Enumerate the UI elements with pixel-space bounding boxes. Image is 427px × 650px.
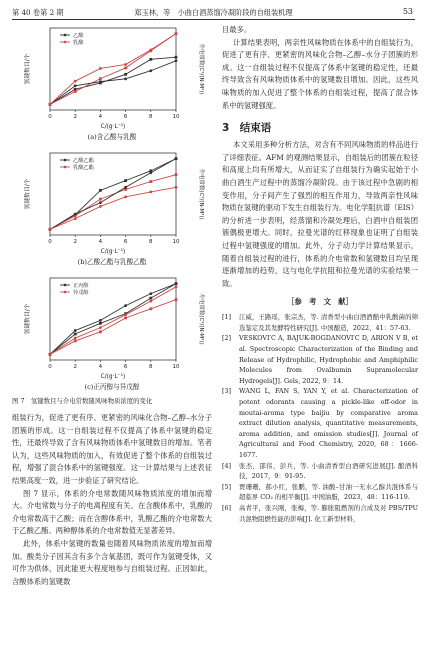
reference-item [222, 312, 418, 333]
x-tick-label: 4 [98, 114, 103, 120]
data-point [74, 80, 77, 83]
left-column [12, 22, 212, 588]
header-rule [12, 19, 415, 20]
legend-label: 乙酸乙酯 [73, 158, 94, 164]
series-line [50, 284, 176, 355]
reference-number: [5] [222, 482, 232, 491]
right-paragraph-2: 本文采用多种分析方法，对含有不同风味物质的样品进行了详细表征。AFM 的观测结果显示，自组装后的团簇在粒径和高度上均有所增大，从而证实了自组装行为确实起始于小曲白酒生产过程中的蒸馏冷凝阶段。由于该过程中急剧的相变作用，分子间产生了强烈的相互作用力，导致两亲性风味物质在氢键的驱动下发生自组装行为。电化学阻抗谱（EIS）的分析进一步表明，经蒸馏和冷凝处理后，白酒中自组装团簇偶极更增大。同时，拉曼光谱的红移现象也证明了自组装过程中氢键强度的增加。此外，分子动力学计算结果显示，随着自组装过程的进行，体系的介电常数和氢键数目均呈现逐渐增加的趋势，这与电化学抗阻和拉曼光谱的实验结果一致。 [222, 140, 418, 288]
x-axis-label: C/(g·L⁻¹) [100, 374, 126, 380]
x-tick-label: 0 [48, 239, 52, 245]
chart-c-wrap [20, 272, 212, 380]
data-point [74, 329, 77, 332]
y-axis-left-label: 氢键数目/个 [25, 53, 31, 85]
data-point [99, 67, 102, 70]
series-line [50, 300, 176, 355]
series-line [50, 34, 176, 105]
data-point [149, 69, 152, 72]
data-point [175, 59, 178, 62]
data-point [175, 282, 178, 285]
x-tick-label: 10 [172, 364, 180, 370]
legend-marker [64, 284, 66, 286]
reference-number: [6] [222, 503, 232, 512]
x-tick-label: 4 [98, 364, 103, 370]
chart-c [20, 272, 210, 380]
reference-item [222, 386, 418, 460]
subcaption-c: (c)正丙醇与异戊醇 [84, 383, 140, 391]
x-tick-label: 8 [149, 239, 153, 245]
data-point [74, 217, 77, 220]
references-title: ［参 考 文 献］ [287, 297, 353, 307]
data-point [149, 180, 152, 183]
data-point [149, 292, 152, 295]
x-tick-label: 10 [172, 239, 180, 245]
running-header [12, 6, 415, 20]
data-point [74, 84, 77, 87]
x-tick-label: 6 [123, 239, 128, 245]
data-point [124, 179, 127, 182]
x-tick-label: 2 [73, 114, 77, 120]
chart-a-wrap [20, 22, 212, 130]
data-point [124, 313, 127, 316]
right-paragraph-0: 目最多。 [222, 25, 252, 34]
data-point [124, 77, 127, 80]
legend-marker [64, 34, 66, 36]
chart-b [20, 147, 210, 255]
reference-number: [1] [222, 313, 232, 322]
legend-marker [64, 41, 66, 43]
page-number: 53 [402, 7, 413, 16]
left-paragraph-1: 组装行为，促进了更有序、更紧密的风味化合物–乙醇–水分子团簇的形成。这一自组装过程不仅提高了体系中氢键的稳定性，还最终导致了含有风味物质体系中氢键数目的增加。笔者认为，这些风味物质的加入，有效促进了整个体系的自组装过程，增强了混合体系中的氢键强度。这一计算结果与上述表征结果高度一致，进一步验证了研究结论。 [12, 413, 212, 485]
data-point [99, 330, 102, 333]
data-point [49, 228, 52, 231]
data-point [74, 333, 77, 336]
reference-list [222, 312, 418, 524]
data-point [175, 285, 178, 288]
series-line [50, 34, 176, 105]
reference-number: [3] [222, 387, 232, 396]
left-paragraph-3: 此外，体系中氢键的数量也随着风味物质浓度的增加而增加。酸类分子因其含有多个含氧基团，既可作为氢键受体，又可作为供体，因此能更大程度地参与自组装过程。正因如此，含酸体系的氢键数 [12, 538, 212, 586]
x-tick-label: 6 [123, 114, 128, 120]
section-title: 3 结束语 [222, 122, 272, 135]
x-axis-label: C/(g·L⁻¹) [100, 249, 126, 255]
figure-caption: 图 7 氢键数目与介电常数随风味物质浓度的变化 [12, 397, 153, 405]
left-paragraph-2: 图 7 显示，体系的介电常数随风味物质浓度的增加而增大。介电常数与分子的电离程度有关。在含酸体系中，乳酸的介电常数高于乙酸；而在含醇体系中，乳酸乙酯的介电常数大于乙酸乙酯。两种醇体系的介电常数值无显著差异。 [12, 488, 212, 536]
x-tick-label: 8 [149, 114, 153, 120]
data-point [175, 186, 178, 189]
data-point [149, 300, 152, 303]
data-point [175, 32, 178, 35]
data-point [99, 77, 102, 80]
reference-text: 张杰，邵伟，彭兵，等. 小曲清香型白酒研究进展[J]. 酿酒科技，2017，9：91-95. [239, 461, 418, 481]
reference-text: 高青平，张兴刚，张梅，等. 膨胀阻燃剂的合成及对 PBS/TPU 共混物阻燃性能的影响[J]. 化工新型材料， [239, 503, 418, 523]
data-point [74, 90, 77, 93]
legend-label: 异戊醇 [73, 290, 89, 296]
reference-text: 江威，王路瑶，张宗杰，等. 清香型小曲白酒酒醅中乳酸菌的筛选鉴定及其发酵特性研究[J]. 中国酿造，2022，41：57-63. [239, 313, 418, 332]
x-tick-label: 6 [123, 364, 128, 370]
series-line [50, 187, 176, 229]
data-point [124, 317, 127, 320]
x-tick-label: 0 [48, 114, 52, 120]
data-point [175, 157, 178, 160]
data-point [99, 198, 102, 201]
y-axis-right-label: 介电常数(C²/(N·M²)) [198, 168, 204, 220]
subcaption-a: (a)含乙酸与乳酸 [87, 133, 137, 141]
x-tick-label: 2 [73, 364, 77, 370]
chart-b-wrap [20, 147, 212, 255]
legend-marker [64, 166, 66, 168]
data-point [49, 103, 52, 106]
data-point [124, 195, 127, 198]
chart-a [20, 22, 210, 130]
running-title: 郑玉林，等 小曲白酒蒸馏冷凝阶段的自组装机理 [134, 8, 293, 17]
data-point [149, 48, 152, 51]
reference-text: WANG L, FAN S, YAN Y, et al. Characterization of potent odorants causing a pickle-like off-odor in moutai-aroma type baijiu by comparative aroma extract dilution analysis, quantitative measurements, aroma addition, and omission studies[J]. Journal of Agricultural and Food Chemistry, 2020, 68：1666-1677. [239, 387, 418, 459]
data-point [124, 73, 127, 76]
y-axis-left-label: 氢键数目/个 [25, 178, 31, 210]
y-axis-right-label: 介电常数(C²/(N·M²)) [198, 293, 204, 345]
data-point [49, 353, 52, 356]
reference-item [222, 333, 418, 386]
x-axis-label: C/(g·L⁻¹) [100, 124, 126, 130]
data-point [149, 307, 152, 310]
right-paragraph-1: 计算结果表明，两亲性风味物质在体系中的自组装行为，促进了更有序、更紧密的风味化合物–乙醇–水分子团簇的形成。这一自组装过程不仅提高了体系中氢键的稳定性，还最终导致含有风味物质体系中的氢键数目增加。因此，这些风味物质的加入促进了整个体系的自组装过程，提高了混合体系中的氢键强度。 [222, 37, 418, 110]
data-point [99, 189, 102, 192]
plot-frame [50, 28, 176, 110]
data-point [99, 322, 102, 325]
reference-item [222, 503, 418, 524]
data-point [99, 80, 102, 83]
data-point [149, 58, 152, 61]
data-point [74, 340, 77, 343]
series-line [50, 57, 176, 104]
data-point [99, 326, 102, 329]
plot-frame [50, 278, 176, 360]
data-point [99, 319, 102, 322]
data-point [149, 190, 152, 193]
data-point [175, 56, 178, 59]
journal-volume: 第 40 卷第 2 期 [12, 8, 64, 17]
series-line [50, 61, 176, 105]
data-point [149, 171, 152, 174]
x-tick-label: 0 [48, 364, 52, 370]
data-point [124, 186, 127, 189]
reference-number: [2] [222, 334, 232, 343]
legend-label: 乙酸 [73, 33, 84, 39]
reference-number: [4] [222, 461, 232, 470]
reference-item [222, 461, 418, 482]
data-point [74, 337, 77, 340]
y-axis-left-label: 氢键数目/个 [25, 303, 31, 335]
legend-label: 乳酸乙酯 [73, 165, 94, 171]
data-point [99, 205, 102, 208]
reference-text: 贾珊珊，郝小红，张鹏，等. 油酸–甘油一无水乙醇共混体系与超临界 CO₂ 的相平衡[J]. 中国油脂，2023，48：116-119. [239, 482, 418, 502]
data-point [175, 173, 178, 176]
x-tick-label: 2 [73, 239, 77, 245]
legend-marker [64, 291, 66, 293]
data-point [124, 63, 127, 66]
x-tick-label: 10 [172, 114, 180, 120]
data-point [175, 298, 178, 301]
reference-item [222, 482, 418, 503]
data-point [124, 304, 127, 307]
y-axis-right-label: 介电常数(C²/(N·M²)) [198, 43, 204, 95]
legend-marker [64, 159, 66, 161]
legend-label: 乳酸 [73, 40, 84, 46]
data-point [149, 297, 152, 300]
legend-label: 正丙醇 [73, 283, 89, 289]
data-point [74, 213, 77, 216]
reference-text: VESKOVI′C A, BAJUK-BOGDANOVI′C D, ARION V B, et al. Spectroscopic Characterization of the Binding and Release of Hydrophilic, Hydrophobic and Amphiphilic Molecules from Ovalbumin Supramolecular Hydrogels[J]. Gels, 2022, 9：14. [239, 334, 418, 385]
right-column [222, 24, 418, 524]
subcaption-b: (b)乙酸乙酯与乳酸乙酯 [77, 258, 147, 266]
x-tick-label: 8 [149, 364, 153, 370]
data-point [99, 201, 102, 204]
x-tick-label: 4 [98, 239, 103, 245]
data-point [124, 67, 127, 70]
